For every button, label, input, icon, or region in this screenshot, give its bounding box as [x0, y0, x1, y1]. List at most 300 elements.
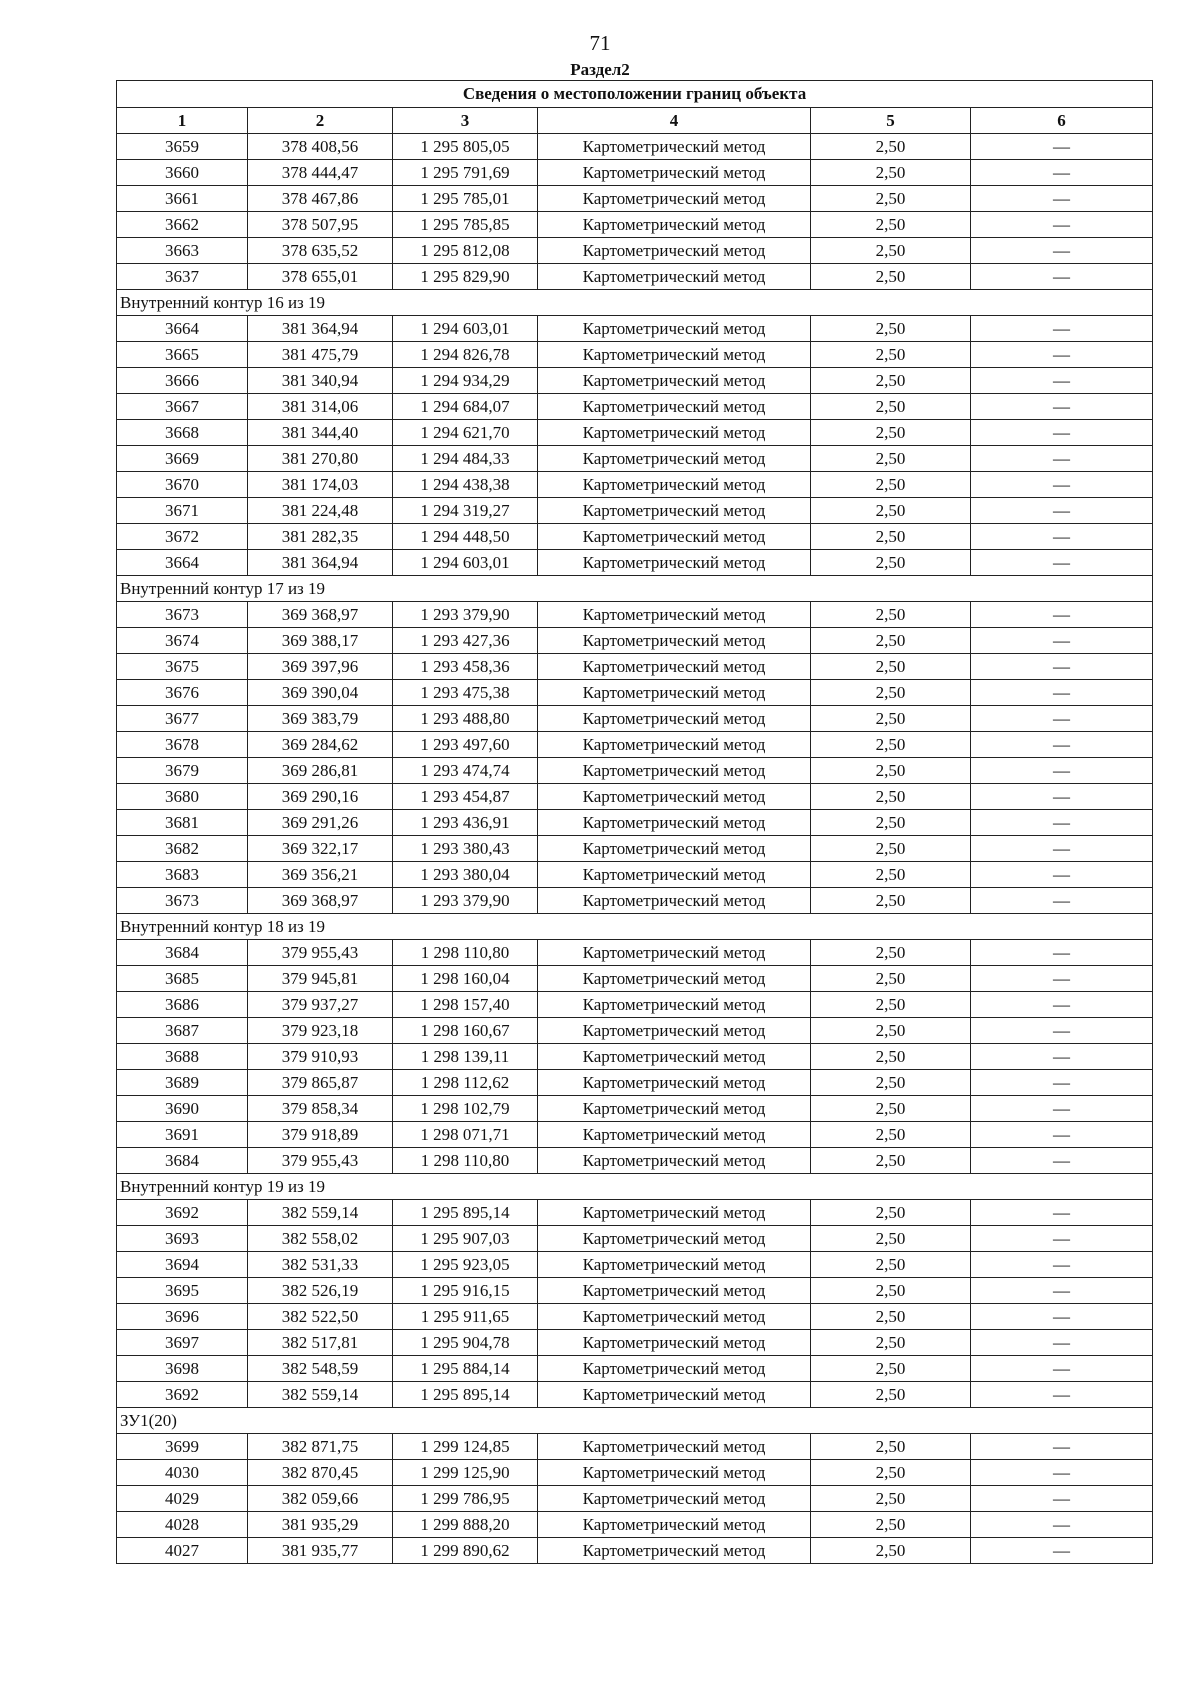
y-coordinate-cell: 1 299 124,85 [393, 1434, 538, 1460]
accuracy-cell: 2,50 [811, 550, 971, 576]
table-row [117, 758, 1153, 784]
method-cell: Картометрический метод [538, 1434, 811, 1460]
point-number-cell: 4027 [117, 1538, 248, 1564]
column-header-2: 2 [248, 108, 393, 134]
point-number-cell: 3661 [117, 186, 248, 212]
y-coordinate-cell: 1 293 454,87 [393, 784, 538, 810]
table-row [117, 706, 1153, 732]
x-coordinate-cell: 369 284,62 [248, 732, 393, 758]
x-coordinate-cell: 378 655,01 [248, 264, 393, 290]
method-cell: Картометрический метод [538, 264, 811, 290]
accuracy-cell: 2,50 [811, 1538, 971, 1564]
y-coordinate-cell: 1 294 621,70 [393, 420, 538, 446]
description-cell: — [971, 264, 1153, 290]
point-number-cell: 3662 [117, 212, 248, 238]
accuracy-cell: 2,50 [811, 446, 971, 472]
y-coordinate-cell: 1 298 160,67 [393, 1018, 538, 1044]
table-row [117, 1486, 1153, 1512]
point-number-cell: 3687 [117, 1018, 248, 1044]
table-row [117, 1512, 1153, 1538]
point-number-cell: 3673 [117, 602, 248, 628]
table-row [117, 862, 1153, 888]
table-row [117, 498, 1153, 524]
table-row [117, 1070, 1153, 1096]
y-coordinate-cell: 1 298 112,62 [393, 1070, 538, 1096]
x-coordinate-cell: 369 390,04 [248, 680, 393, 706]
x-coordinate-cell: 369 356,21 [248, 862, 393, 888]
accuracy-cell: 2,50 [811, 758, 971, 784]
x-coordinate-cell: 382 559,14 [248, 1382, 393, 1408]
table-row [117, 524, 1153, 550]
accuracy-cell: 2,50 [811, 524, 971, 550]
y-coordinate-cell: 1 294 934,29 [393, 368, 538, 394]
table-row [117, 316, 1153, 342]
table-row [117, 394, 1153, 420]
point-number-cell: 3697 [117, 1330, 248, 1356]
accuracy-cell: 2,50 [811, 732, 971, 758]
method-cell: Картометрический метод [538, 706, 811, 732]
column-header-3: 3 [393, 108, 538, 134]
point-number-cell: 3671 [117, 498, 248, 524]
accuracy-cell: 2,50 [811, 1460, 971, 1486]
x-coordinate-cell: 382 871,75 [248, 1434, 393, 1460]
table-row [117, 134, 1153, 160]
y-coordinate-cell: 1 295 812,08 [393, 238, 538, 264]
method-cell: Картометрический метод [538, 186, 811, 212]
description-cell: — [971, 862, 1153, 888]
x-coordinate-cell: 382 059,66 [248, 1486, 393, 1512]
table-row [117, 784, 1153, 810]
table-row [117, 1018, 1153, 1044]
y-coordinate-cell: 1 295 829,90 [393, 264, 538, 290]
method-cell: Картометрический метод [538, 732, 811, 758]
y-coordinate-cell: 1 294 603,01 [393, 316, 538, 342]
contour-label: ЗУ1(20) [117, 1408, 1153, 1434]
point-number-cell: 4028 [117, 1512, 248, 1538]
accuracy-cell: 2,50 [811, 784, 971, 810]
x-coordinate-cell: 369 290,16 [248, 784, 393, 810]
method-cell: Картометрический метод [538, 394, 811, 420]
table-row [117, 732, 1153, 758]
description-cell: — [971, 316, 1153, 342]
accuracy-cell: 2,50 [811, 368, 971, 394]
method-cell: Картометрический метод [538, 966, 811, 992]
y-coordinate-cell: 1 298 071,71 [393, 1122, 538, 1148]
accuracy-cell: 2,50 [811, 394, 971, 420]
x-coordinate-cell: 379 910,93 [248, 1044, 393, 1070]
point-number-cell: 3692 [117, 1382, 248, 1408]
method-cell: Картометрический метод [538, 1486, 811, 1512]
method-cell: Картометрический метод [538, 446, 811, 472]
point-number-cell: 3666 [117, 368, 248, 394]
x-coordinate-cell: 381 935,77 [248, 1538, 393, 1564]
accuracy-cell: 2,50 [811, 238, 971, 264]
description-cell: — [971, 1200, 1153, 1226]
method-cell: Картометрический метод [538, 420, 811, 446]
x-coordinate-cell: 382 548,59 [248, 1356, 393, 1382]
point-number-cell: 3691 [117, 1122, 248, 1148]
accuracy-cell: 2,50 [811, 1434, 971, 1460]
y-coordinate-cell: 1 295 791,69 [393, 160, 538, 186]
table-row [117, 1044, 1153, 1070]
point-number-cell: 3676 [117, 680, 248, 706]
method-cell: Картометрический метод [538, 1304, 811, 1330]
table-row [117, 1122, 1153, 1148]
point-number-cell: 3667 [117, 394, 248, 420]
y-coordinate-cell: 1 294 438,38 [393, 472, 538, 498]
method-cell: Картометрический метод [538, 940, 811, 966]
y-coordinate-cell: 1 295 895,14 [393, 1382, 538, 1408]
description-cell: — [971, 1252, 1153, 1278]
method-cell: Картометрический метод [538, 498, 811, 524]
x-coordinate-cell: 379 937,27 [248, 992, 393, 1018]
table-row [117, 1460, 1153, 1486]
description-cell: — [971, 732, 1153, 758]
table-row [117, 550, 1153, 576]
y-coordinate-cell: 1 295 911,65 [393, 1304, 538, 1330]
accuracy-cell: 2,50 [811, 498, 971, 524]
y-coordinate-cell: 1 293 488,80 [393, 706, 538, 732]
y-coordinate-cell: 1 299 890,62 [393, 1538, 538, 1564]
accuracy-cell: 2,50 [811, 472, 971, 498]
table-row [117, 160, 1153, 186]
method-cell: Картометрический метод [538, 472, 811, 498]
description-cell: — [971, 186, 1153, 212]
y-coordinate-cell: 1 294 826,78 [393, 342, 538, 368]
y-coordinate-cell: 1 295 785,85 [393, 212, 538, 238]
description-cell: — [971, 420, 1153, 446]
y-coordinate-cell: 1 299 786,95 [393, 1486, 538, 1512]
point-number-cell: 4030 [117, 1460, 248, 1486]
method-cell: Картометрический метод [538, 784, 811, 810]
method-cell: Картометрический метод [538, 160, 811, 186]
description-cell: — [971, 992, 1153, 1018]
accuracy-cell: 2,50 [811, 212, 971, 238]
description-cell: — [971, 1226, 1153, 1252]
description-cell: — [971, 706, 1153, 732]
method-cell: Картометрический метод [538, 888, 811, 914]
description-cell: — [971, 212, 1153, 238]
accuracy-cell: 2,50 [811, 1486, 971, 1512]
accuracy-cell: 2,50 [811, 1122, 971, 1148]
description-cell: — [971, 1486, 1153, 1512]
method-cell: Картометрический метод [538, 342, 811, 368]
x-coordinate-cell: 381 282,35 [248, 524, 393, 550]
point-number-cell: 3669 [117, 446, 248, 472]
point-number-cell: 3637 [117, 264, 248, 290]
method-cell: Картометрический метод [538, 862, 811, 888]
description-cell: — [971, 602, 1153, 628]
description-cell: — [971, 1096, 1153, 1122]
point-number-cell: 3659 [117, 134, 248, 160]
description-cell: — [971, 1382, 1153, 1408]
point-number-cell: 3665 [117, 342, 248, 368]
method-cell: Картометрический метод [538, 1460, 811, 1486]
accuracy-cell: 2,50 [811, 966, 971, 992]
table-row [117, 186, 1153, 212]
x-coordinate-cell: 369 397,96 [248, 654, 393, 680]
point-number-cell: 3684 [117, 1148, 248, 1174]
method-cell: Картометрический метод [538, 1226, 811, 1252]
y-coordinate-cell: 1 299 888,20 [393, 1512, 538, 1538]
accuracy-cell: 2,50 [811, 1330, 971, 1356]
point-number-cell: 3679 [117, 758, 248, 784]
description-cell: — [971, 394, 1153, 420]
table-row [117, 1434, 1153, 1460]
x-coordinate-cell: 382 558,02 [248, 1226, 393, 1252]
table-row [117, 212, 1153, 238]
y-coordinate-cell: 1 295 895,14 [393, 1200, 538, 1226]
description-cell: — [971, 940, 1153, 966]
y-coordinate-cell: 1 298 157,40 [393, 992, 538, 1018]
x-coordinate-cell: 379 923,18 [248, 1018, 393, 1044]
table-row [117, 992, 1153, 1018]
point-number-cell: 3677 [117, 706, 248, 732]
x-coordinate-cell: 381 340,94 [248, 368, 393, 394]
y-coordinate-cell: 1 294 684,07 [393, 394, 538, 420]
point-number-cell: 3672 [117, 524, 248, 550]
table-body [117, 134, 1153, 1564]
y-coordinate-cell: 1 294 448,50 [393, 524, 538, 550]
boundary-coordinates-table [116, 80, 1153, 1564]
accuracy-cell: 2,50 [811, 602, 971, 628]
x-coordinate-cell: 378 507,95 [248, 212, 393, 238]
point-number-cell: 3660 [117, 160, 248, 186]
x-coordinate-cell: 382 522,50 [248, 1304, 393, 1330]
y-coordinate-cell: 1 295 884,14 [393, 1356, 538, 1382]
contour-label: Внутренний контур 19 из 19 [117, 1174, 1153, 1200]
method-cell: Картометрический метод [538, 836, 811, 862]
contour-group-row [117, 576, 1153, 602]
table-row [117, 1330, 1153, 1356]
y-coordinate-cell: 1 295 923,05 [393, 1252, 538, 1278]
description-cell: — [971, 524, 1153, 550]
contour-label: Внутренний контур 17 из 19 [117, 576, 1153, 602]
method-cell: Картометрический метод [538, 1512, 811, 1538]
accuracy-cell: 2,50 [811, 888, 971, 914]
description-cell: — [971, 654, 1153, 680]
x-coordinate-cell: 379 918,89 [248, 1122, 393, 1148]
point-number-cell: 3694 [117, 1252, 248, 1278]
x-coordinate-cell: 382 517,81 [248, 1330, 393, 1356]
x-coordinate-cell: 369 383,79 [248, 706, 393, 732]
accuracy-cell: 2,50 [811, 706, 971, 732]
method-cell: Картометрический метод [538, 524, 811, 550]
column-header-row [117, 108, 1153, 134]
method-cell: Картометрический метод [538, 1096, 811, 1122]
point-number-cell: 3664 [117, 316, 248, 342]
x-coordinate-cell: 381 364,94 [248, 550, 393, 576]
table-row [117, 940, 1153, 966]
x-coordinate-cell: 369 368,97 [248, 602, 393, 628]
y-coordinate-cell: 1 293 436,91 [393, 810, 538, 836]
point-number-cell: 3699 [117, 1434, 248, 1460]
table-row [117, 1200, 1153, 1226]
method-cell: Картометрический метод [538, 628, 811, 654]
point-number-cell: 3680 [117, 784, 248, 810]
accuracy-cell: 2,50 [811, 1252, 971, 1278]
y-coordinate-cell: 1 295 785,01 [393, 186, 538, 212]
method-cell: Картометрический метод [538, 1070, 811, 1096]
description-cell: — [971, 784, 1153, 810]
y-coordinate-cell: 1 293 497,60 [393, 732, 538, 758]
y-coordinate-cell: 1 294 484,33 [393, 446, 538, 472]
x-coordinate-cell: 381 270,80 [248, 446, 393, 472]
x-coordinate-cell: 379 955,43 [248, 940, 393, 966]
contour-group-row [117, 914, 1153, 940]
table-row [117, 1096, 1153, 1122]
table-row [117, 1278, 1153, 1304]
table-row [117, 1538, 1153, 1564]
contour-group-row [117, 1408, 1153, 1434]
accuracy-cell: 2,50 [811, 1278, 971, 1304]
point-number-cell: 3692 [117, 1200, 248, 1226]
x-coordinate-cell: 382 526,19 [248, 1278, 393, 1304]
x-coordinate-cell: 378 408,56 [248, 134, 393, 160]
method-cell: Картометрический метод [538, 680, 811, 706]
point-number-cell: 3670 [117, 472, 248, 498]
x-coordinate-cell: 369 368,97 [248, 888, 393, 914]
table-row [117, 1226, 1153, 1252]
description-cell: — [971, 1304, 1153, 1330]
point-number-cell: 3685 [117, 966, 248, 992]
accuracy-cell: 2,50 [811, 810, 971, 836]
y-coordinate-cell: 1 295 907,03 [393, 1226, 538, 1252]
description-cell: — [971, 1044, 1153, 1070]
x-coordinate-cell: 382 531,33 [248, 1252, 393, 1278]
accuracy-cell: 2,50 [811, 628, 971, 654]
accuracy-cell: 2,50 [811, 1070, 971, 1096]
method-cell: Картометрический метод [538, 1538, 811, 1564]
accuracy-cell: 2,50 [811, 160, 971, 186]
accuracy-cell: 2,50 [811, 264, 971, 290]
point-number-cell: 3683 [117, 862, 248, 888]
method-cell: Картометрический метод [538, 1330, 811, 1356]
accuracy-cell: 2,50 [811, 1382, 971, 1408]
method-cell: Картометрический метод [538, 654, 811, 680]
method-cell: Картометрический метод [538, 1018, 811, 1044]
accuracy-cell: 2,50 [811, 680, 971, 706]
point-number-cell: 3684 [117, 940, 248, 966]
x-coordinate-cell: 379 865,87 [248, 1070, 393, 1096]
y-coordinate-cell: 1 293 458,36 [393, 654, 538, 680]
point-number-cell: 3695 [117, 1278, 248, 1304]
section-title: Раздел2 [570, 60, 630, 79]
description-cell: — [971, 1122, 1153, 1148]
x-coordinate-cell: 369 388,17 [248, 628, 393, 654]
column-header-1: 1 [117, 108, 248, 134]
contour-label: Внутренний контур 16 из 19 [117, 290, 1153, 316]
y-coordinate-cell: 1 298 110,80 [393, 1148, 538, 1174]
table-row [117, 342, 1153, 368]
table-row [117, 368, 1153, 394]
method-cell: Картометрический метод [538, 810, 811, 836]
method-cell: Картометрический метод [538, 550, 811, 576]
y-coordinate-cell: 1 298 110,80 [393, 940, 538, 966]
point-number-cell: 3681 [117, 810, 248, 836]
accuracy-cell: 2,50 [811, 1018, 971, 1044]
method-cell: Картометрический метод [538, 316, 811, 342]
method-cell: Картометрический метод [538, 758, 811, 784]
accuracy-cell: 2,50 [811, 1356, 971, 1382]
x-coordinate-cell: 379 955,43 [248, 1148, 393, 1174]
description-cell: — [971, 810, 1153, 836]
point-number-cell: 3674 [117, 628, 248, 654]
description-cell: — [971, 888, 1153, 914]
table-caption: Сведения о местоположении границ объекта [117, 81, 1153, 108]
point-number-cell: 3688 [117, 1044, 248, 1070]
method-cell: Картометрический метод [538, 1278, 811, 1304]
x-coordinate-cell: 378 635,52 [248, 238, 393, 264]
description-cell: — [971, 1148, 1153, 1174]
x-coordinate-cell: 378 467,86 [248, 186, 393, 212]
y-coordinate-cell: 1 293 379,90 [393, 888, 538, 914]
table-row [117, 1148, 1153, 1174]
accuracy-cell: 2,50 [811, 1512, 971, 1538]
accuracy-cell: 2,50 [811, 342, 971, 368]
method-cell: Картометрический метод [538, 368, 811, 394]
point-number-cell: 3686 [117, 992, 248, 1018]
accuracy-cell: 2,50 [811, 1200, 971, 1226]
table-row [117, 836, 1153, 862]
y-coordinate-cell: 1 293 474,74 [393, 758, 538, 784]
accuracy-cell: 2,50 [811, 1044, 971, 1070]
point-number-cell: 3668 [117, 420, 248, 446]
x-coordinate-cell: 382 559,14 [248, 1200, 393, 1226]
description-cell: — [971, 628, 1153, 654]
point-number-cell: 3696 [117, 1304, 248, 1330]
description-cell: — [971, 758, 1153, 784]
description-cell: — [971, 1018, 1153, 1044]
x-coordinate-cell: 378 444,47 [248, 160, 393, 186]
table-row [117, 602, 1153, 628]
y-coordinate-cell: 1 294 319,27 [393, 498, 538, 524]
x-coordinate-cell: 381 364,94 [248, 316, 393, 342]
method-cell: Картометрический метод [538, 1200, 811, 1226]
method-cell: Картометрический метод [538, 212, 811, 238]
point-number-cell: 3690 [117, 1096, 248, 1122]
method-cell: Картометрический метод [538, 134, 811, 160]
point-number-cell: 3678 [117, 732, 248, 758]
method-cell: Картометрический метод [538, 1148, 811, 1174]
x-coordinate-cell: 379 945,81 [248, 966, 393, 992]
x-coordinate-cell: 381 174,03 [248, 472, 393, 498]
description-cell: — [971, 446, 1153, 472]
point-number-cell: 3673 [117, 888, 248, 914]
table-row [117, 1382, 1153, 1408]
point-number-cell: 3664 [117, 550, 248, 576]
point-number-cell: 3698 [117, 1356, 248, 1382]
description-cell: — [971, 160, 1153, 186]
accuracy-cell: 2,50 [811, 940, 971, 966]
table-row [117, 420, 1153, 446]
y-coordinate-cell: 1 293 379,90 [393, 602, 538, 628]
accuracy-cell: 2,50 [811, 316, 971, 342]
description-cell: — [971, 472, 1153, 498]
description-cell: — [971, 1538, 1153, 1564]
y-coordinate-cell: 1 293 475,38 [393, 680, 538, 706]
table-row [117, 238, 1153, 264]
description-cell: — [971, 680, 1153, 706]
x-coordinate-cell: 381 475,79 [248, 342, 393, 368]
description-cell: — [971, 1434, 1153, 1460]
description-cell: — [971, 1070, 1153, 1096]
description-cell: — [971, 498, 1153, 524]
description-cell: — [971, 238, 1153, 264]
description-cell: — [971, 1460, 1153, 1486]
y-coordinate-cell: 1 295 916,15 [393, 1278, 538, 1304]
accuracy-cell: 2,50 [811, 1148, 971, 1174]
